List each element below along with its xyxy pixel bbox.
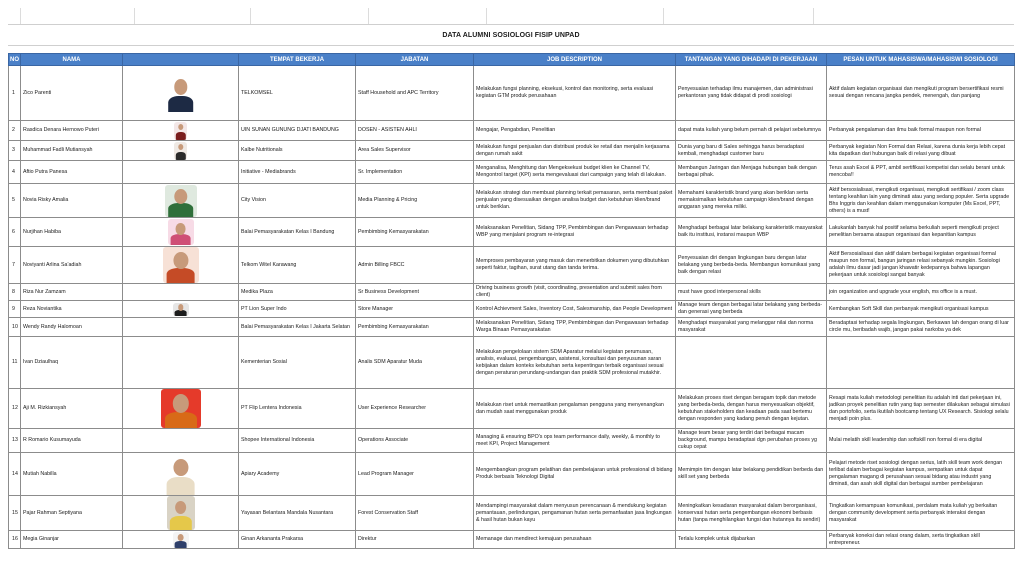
table-row	[9, 429, 1015, 453]
cell-jabatan[interactable]: Store Manager	[356, 301, 474, 318]
cell-no[interactable]: 15	[9, 496, 21, 531]
cell-tantangan[interactable]: Manage team dengan berbagai latar belakang yang berbeda-dan generasi yang berbeda	[676, 301, 827, 318]
cell-jabatan[interactable]: User Experience Researcher	[356, 389, 474, 429]
cell-pesan[interactable]: Kembangkan Soft Skill dan perbanyak mengikuti organisasi kampus	[827, 301, 1015, 318]
cell-nama[interactable]: Noviyanti Arlina Sa'adiah	[21, 247, 123, 284]
cell-photo[interactable]	[123, 496, 239, 531]
cell-jabatan[interactable]: Staff Household and APC Territory	[356, 66, 474, 121]
avatar	[173, 303, 189, 316]
cell-jabatan[interactable]: DOSEN - ASISTEN AHLI	[356, 121, 474, 141]
cell-jabatan[interactable]: Media Planning & Pricing	[356, 184, 474, 218]
col-header-photo[interactable]	[123, 54, 239, 66]
cell-photo[interactable]	[123, 301, 239, 318]
cell-nama[interactable]: Ivan Dziaulhaq	[21, 337, 123, 389]
cell-job-description[interactable]: Kontrol Achievment Sales, Inventory Cost, Salesmanship, dan People Development	[474, 301, 676, 318]
avatar	[174, 122, 187, 140]
cell-pesan[interactable]: Aktif Bersosialisasi dan aktif dalam berbagai kegiatan organisasi formal maupun non formal, bangun jaringan relasi sebanyak mungkin. Sosiologi adalah ilmu dasar jadi jangan khawatir kedepannya bahwa lapangan pekerjaan untuk sosiologi sangat banyak	[827, 247, 1015, 284]
cell-photo[interactable]	[123, 218, 239, 247]
avatar	[174, 142, 187, 160]
cell-nama[interactable]: Aftio Putra Panesa	[21, 161, 123, 184]
cell-photo[interactable]	[123, 318, 239, 337]
cell-nama[interactable]: Mutiah Nabilla	[21, 453, 123, 496]
cell-no[interactable]: 5	[9, 184, 21, 218]
cell-no[interactable]: 6	[9, 218, 21, 247]
cell-tempat-bekerja[interactable]: Shopee International Indonesia	[239, 429, 356, 453]
cell-photo[interactable]	[123, 141, 239, 161]
cell-pesan[interactable]: Beradaptasi terhadap segala lingkungan, Berkawan lah dengan orang di luar circle mu, beribadah wajib, jangan pakai narkoba ya dek	[827, 318, 1015, 337]
cell-tantangan[interactable]: Terlalu komplek untuk dijabarkan	[676, 531, 827, 549]
cell-jabatan[interactable]: Pembimbing Kemasyarakatan	[356, 318, 474, 337]
cell-tempat-bekerja[interactable]: Medika Plaza	[239, 284, 356, 301]
table-row	[9, 141, 1015, 161]
cell-jabatan[interactable]: Sr. Implementation	[356, 161, 474, 184]
cell-job-description[interactable]: Memproses pembayaran yang masuk dan menerbitkan dokumen yang dibutuhkan seperti faktur, tagihan, surat utang dan tanda terima.	[474, 247, 676, 284]
table-row	[9, 284, 1015, 301]
table-row	[9, 161, 1015, 184]
cell-photo[interactable]	[123, 337, 239, 389]
cell-pesan[interactable]: Tingkatkan kemampuan komunikasi, perdalam mata kuliah yg berkaitan dengan community development serta perbanyak interaksi dengan masyarakat	[827, 496, 1015, 531]
cell-jabatan[interactable]: Direktur	[356, 531, 474, 549]
col-header-jabatan[interactable]: JABATAN	[356, 54, 474, 66]
sheet-title: DATA ALUMNI SOSIOLOGI FISIP UNPAD	[8, 24, 1014, 46]
cell-pesan[interactable]: Terus asah Excel & PPT, ambil sertifikasi kompetisi dan selalu berani untuk mencoba!!	[827, 161, 1015, 184]
cell-photo[interactable]	[123, 161, 239, 184]
cell-photo[interactable]	[123, 284, 239, 301]
cell-tempat-bekerja[interactable]: Kalbe Nutritionals	[239, 141, 356, 161]
cell-photo[interactable]	[123, 66, 239, 121]
cell-tempat-bekerja[interactable]: Ginan Arkananta Prakarsa	[239, 531, 356, 549]
cell-jabatan[interactable]: Analis SDM Aparatur Muda	[356, 337, 474, 389]
avatar	[168, 219, 194, 245]
cell-photo[interactable]	[123, 389, 239, 429]
cell-tantangan[interactable]: must have good interpersonal skills	[676, 284, 827, 301]
cell-no[interactable]: 12	[9, 389, 21, 429]
cell-jabatan[interactable]: Forest Conservation Staff	[356, 496, 474, 531]
cell-nama[interactable]: Nurjihan Habiba	[21, 218, 123, 247]
cell-nama[interactable]: Pajar Rahman Septiyana	[21, 496, 123, 531]
avatar	[163, 453, 199, 495]
table-row	[9, 121, 1015, 141]
cell-no[interactable]: 1	[9, 66, 21, 121]
cell-tantangan[interactable]: Meningkatkan kesadaran masyarakat dalam berorganisasi, konservasi hutan serta pengembangan ekonomi berbasis hutan (tanpa menghilangkan fungsi dan hutannya itu sendiri)	[676, 496, 827, 531]
alumni-table	[8, 53, 1015, 549]
cell-nama[interactable]: Zico Parenti	[21, 66, 123, 121]
table-row	[9, 531, 1015, 549]
cell-job-description[interactable]: Melakukan fungsi planning, eksekusi, kontrol dan monitoring, serta evaluasi kegiatan GTM produk perusahaan	[474, 66, 676, 121]
cell-tempat-bekerja[interactable]: TELKOMSEL	[239, 66, 356, 121]
cell-pesan[interactable]: Perbanyak kegiatan Non Formal dan Relasi, karena dunia kerja lebih cepat kita dapatkan dari hubungan baik di relasi yang dibuat	[827, 141, 1015, 161]
cell-nama[interactable]: Riza Nur Zamzam	[21, 284, 123, 301]
cell-tantangan[interactable]: Menghadapi masyarakat yang melanggar nilai dan norma masyarakat	[676, 318, 827, 337]
cell-nama[interactable]: R Romario Kusumayuda	[21, 429, 123, 453]
cell-no[interactable]: 8	[9, 284, 21, 301]
table-row	[9, 496, 1015, 531]
cell-tantangan[interactable]: Membangun Jaringan dan Menjaga hubungan baik dengan berbagai pihak.	[676, 161, 827, 184]
cell-tempat-bekerja[interactable]: Initiative - Mediabrands	[239, 161, 356, 184]
cell-pesan[interactable]: Pelajari metode riset sosiologi dengan serius, latih skill team work dengan terlibat dalam berbagai kegiatan kampus, sempatkan untuk dapat pengalaman magang di perusahaan sesuai bidang atau industri yang diminati, dan asah skill digital dan berbagai sumber pembelajaran	[827, 453, 1015, 496]
cell-job-description[interactable]: Melakukan strategi dan membuat planning terkait pemasaran, serta membuat paket penjualan yang disesuaikan dengan analisa budget dan kebutuhan klien/brand untuk beriklan.	[474, 184, 676, 218]
cell-jabatan[interactable]: Sr Business Development	[356, 284, 474, 301]
cell-pesan[interactable]: Lakukanlah banyak hal positif selama berkuliah seperti mengikuti project penelitian bersama ataupun organisasi dan kepanitian kampus	[827, 218, 1015, 247]
cell-tantangan[interactable]: dapat mata kuliah yang belum pernah di pelajari sebelumnya	[676, 121, 827, 141]
cell-photo[interactable]	[123, 184, 239, 218]
cell-tantangan[interactable]: Penyesuaian terhadap ilmu manajemen, dan administrasi perkantoran yang tidak didapat di prodi sosiologi	[676, 66, 827, 121]
empty-top-row	[8, 8, 1014, 24]
cell-tempat-bekerja[interactable]: Balai Pemasyarakatan Kelas I Bandung	[239, 218, 356, 247]
cell-tantangan[interactable]: Memimpin tim dengan latar belakang pendidikan berbeda dan skill set yang berbeda	[676, 453, 827, 496]
cell-no[interactable]: 7	[9, 247, 21, 284]
cell-no[interactable]: 9	[9, 301, 21, 318]
cell-tempat-bekerja[interactable]: Yayasan Belantara Mandala Nusantara	[239, 496, 356, 531]
cell-tempat-bekerja[interactable]: PT Flip Lentera Indonesia	[239, 389, 356, 429]
table-row	[9, 184, 1015, 218]
cell-pesan[interactable]: Aktif dalam kegiatan organisasi dan mengikuti program bersertifikasi resmi sesuai dengan rencana jangka pendek, menengah, dan panjang	[827, 66, 1015, 121]
cell-job-description[interactable]: Memanage dan mendirect kemajuan perusahaan	[474, 531, 676, 549]
cell-no[interactable]: 16	[9, 531, 21, 549]
cell-tempat-bekerja[interactable]: Apiary Academy	[239, 453, 356, 496]
table-row	[9, 389, 1015, 429]
avatar	[165, 185, 197, 217]
avatar	[163, 247, 199, 283]
cell-nama[interactable]: Aji M. Rizkiansyah	[21, 389, 123, 429]
cell-photo[interactable]	[123, 531, 239, 549]
cell-tempat-bekerja[interactable]: UIN SUNAN GUNUNG DJATI BANDUNG	[239, 121, 356, 141]
col-header-job-description[interactable]: JOB DESCRIPTION	[474, 54, 676, 66]
cell-tempat-bekerja[interactable]: Kementerian Sosial	[239, 337, 356, 389]
table-row	[9, 301, 1015, 318]
table-row	[9, 318, 1015, 337]
cell-no[interactable]: 10	[9, 318, 21, 337]
avatar	[165, 74, 197, 112]
avatar	[167, 496, 195, 530]
cell-job-description[interactable]: Melaksanakan Penelitian, Sidang TPP, Pembimbingan dan Pengawasan terhadap WBP yang menjalani program re-integrasi	[474, 218, 676, 247]
table-row	[9, 247, 1015, 284]
cell-job-description[interactable]: Melakukan pengelolaan sistem SDM Aparatur melalui kegiatan perumusan, analisis, evaluasi, pengembangan, asistensi, konsultasi dan penyusunan saran kebijakan dalam konteks kebutuhan serta kepentingan terbaik organisasi sesuai dengan peraturan perundang-undangan dan praktik SDM profesional mutakhir.	[474, 337, 676, 389]
col-header-nama[interactable]: NAMA	[21, 54, 123, 66]
col-header-no[interactable]: NO	[9, 54, 21, 66]
cell-job-description[interactable]: Melakukan riset untuk memastikan pengalaman pengguna yang menyenangkan dan mudah saat menggunakan produk	[474, 389, 676, 429]
table-row	[9, 218, 1015, 247]
cell-tantangan[interactable]: Memahami karakteristik brand yang akan beriklan serta memaksimalkan kebutuhan campaign klien/brand dengan anggaran yang mereka miliki.	[676, 184, 827, 218]
cell-tantangan[interactable]: Menghadapi berbagai latar belakang karakteristik masyarakat baik itu institusi, instansi maupun WBP	[676, 218, 827, 247]
cell-job-description[interactable]: Mendampingi masyarakat dalam menyusun perencanaan & mendukung kegiatan pemantauan, perlindungan, pengamanan hutan serta pemanfaatan jasa lingkungan & hasil hutan bukan kayu	[474, 496, 676, 531]
avatar	[173, 532, 189, 548]
cell-tempat-bekerja[interactable]: Balai Pemasyarakatan Kelas I Jakarta Selatan	[239, 318, 356, 337]
cell-pesan[interactable]: Resapi mata kuliah metodologi penelitian itu adalah inti dari pekerjaan ini, jadikan proyek penelitian rutin yang tiap semester dilakukan sebagai simulasi dan portofolio, serta ikutilah bootcamp tentang UX Research. Sisiologi selalu menjadi poin plus.	[827, 389, 1015, 429]
cell-nama[interactable]: Reza Noviantika	[21, 301, 123, 318]
cell-tantangan[interactable]: Penyesuaian diri dengan lingkungan baru dengan latar belakang yang berbeda-beda. Membangun komunikasi yang baik dengan relasi	[676, 247, 827, 284]
cell-photo[interactable]	[123, 247, 239, 284]
cell-jabatan[interactable]: Lead Program Manager	[356, 453, 474, 496]
cell-no[interactable]: 14	[9, 453, 21, 496]
spreadsheet	[8, 8, 1014, 549]
cell-pesan[interactable]: Mulai melatih skill leadership dan softskill non formal di era digital	[827, 429, 1015, 453]
cell-no[interactable]: 11	[9, 337, 21, 389]
col-header-tempat-bekerja[interactable]: TEMPAT BEKERJA	[239, 54, 356, 66]
cell-pesan[interactable]	[827, 337, 1015, 389]
cell-tempat-bekerja[interactable]: PT Lion Super Indo	[239, 301, 356, 318]
cell-no[interactable]: 3	[9, 141, 21, 161]
cell-no[interactable]: 2	[9, 121, 21, 141]
cell-jabatan[interactable]: Area Sales Supervisor	[356, 141, 474, 161]
cell-tantangan[interactable]	[676, 337, 827, 389]
cell-tantangan[interactable]: Dunia yang baru di Sales sehingga harus beradaptasi kembali, menghadapi customer baru	[676, 141, 827, 161]
cell-job-description[interactable]: Managing & ensuring BPO's ops team performance daily, weekly, & monthly to meet KPI, Project Management	[474, 429, 676, 453]
col-header-tantangan[interactable]: TANTANGAN YANG DIHADAPI DI PEKERJAAN	[676, 54, 827, 66]
cell-tantangan[interactable]: Melakukan proses riset dengan beragam topik dan metode yang berbeda-beda, dengan harus menyesuaikan objektif, kebutuhan stakeholders dan keadaan pada saat bertemu dengan responden yang kadang penuh dengan kejutan.	[676, 389, 827, 429]
cell-no[interactable]: 13	[9, 429, 21, 453]
cell-nama[interactable]: Muhammad Fadli Mutiansyah	[21, 141, 123, 161]
cell-nama[interactable]: Wendy Randy Halomoan	[21, 318, 123, 337]
cell-no[interactable]: 4	[9, 161, 21, 184]
cell-tempat-bekerja[interactable]: City Vision	[239, 184, 356, 218]
cell-jabatan[interactable]: Operations Associate	[356, 429, 474, 453]
avatar	[161, 389, 201, 428]
header-row	[9, 54, 1015, 66]
cell-nama[interactable]: Megia Ginanjar	[21, 531, 123, 549]
cell-tempat-bekerja[interactable]: Telkom Witel Karawang	[239, 247, 356, 284]
cell-nama[interactable]: Novia Risky Amalia	[21, 184, 123, 218]
table-row	[9, 66, 1015, 121]
cell-photo[interactable]	[123, 429, 239, 453]
cell-tantangan[interactable]: Manage team besar yang terdiri dari berbagai macam background, mampu beradaptasi dgn perubahan proses yg cukup cepat	[676, 429, 827, 453]
cell-pesan[interactable]: join organization and upgrade your english, ms office is a must.	[827, 284, 1015, 301]
cell-pesan[interactable]: Aktif bersosialisasi, mengikuti organisasi, mengikuti sertifikasi / zoom class tentang keahlian lain yang diminati atau yang sedang populer. Serta upgrade Bhs Inggris dan keahlian dalam menggunakan komputer (Ms Excel, PPT, others) is a must!	[827, 184, 1015, 218]
cell-nama[interactable]: Rasdica Denara Hernowo Puteri	[21, 121, 123, 141]
cell-photo[interactable]	[123, 453, 239, 496]
cell-job-description[interactable]: Mengembangkan program pelatihan dan pembelajaran untuk professional di bidang Produk berbasis Teknologi Digital	[474, 453, 676, 496]
cell-job-description[interactable]: Mengajar, Pengabdian, Penelitian	[474, 121, 676, 141]
cell-job-description[interactable]: Menganalisa, Menghitung dan Mengeksekusi budget klien ke Channel TV, Mengontrol target (KPI) serta mengevaluasi dari campaign yang telah di lakukan.	[474, 161, 676, 184]
col-header-pesan[interactable]: PESAN UNTUK MAHASISWA/MAHASISWI SOSIOLOGI	[827, 54, 1015, 66]
cell-jabatan[interactable]: Pembimbing Kemasyarakatan	[356, 218, 474, 247]
table-row	[9, 453, 1015, 496]
table-row	[9, 337, 1015, 389]
cell-pesan[interactable]: Perbanyak pengalaman dan ilmu baik formal maupun non formal	[827, 121, 1015, 141]
cell-pesan[interactable]: Perbanyak koneksi dan relasi orang dalam, serta tingkatkan skill entrepreneur.	[827, 531, 1015, 549]
cell-job-description[interactable]: Melakukan fungsi penjualan dan distribusi produk ke retail dan menjalin kerjasama dengan rumah sakit	[474, 141, 676, 161]
cell-photo[interactable]	[123, 121, 239, 141]
table-body	[9, 66, 1015, 549]
cell-jabatan[interactable]: Admin Billing FBCC	[356, 247, 474, 284]
cell-job-description[interactable]: Driving business growth (visit, coordinating, presentation and submit sales from client)	[474, 284, 676, 301]
cell-job-description[interactable]: Melaksanakan Penelitian, Sidang TPP, Pembimbingan dan Pengawasan terhadap Warga Binaan Pemasyarakatan	[474, 318, 676, 337]
